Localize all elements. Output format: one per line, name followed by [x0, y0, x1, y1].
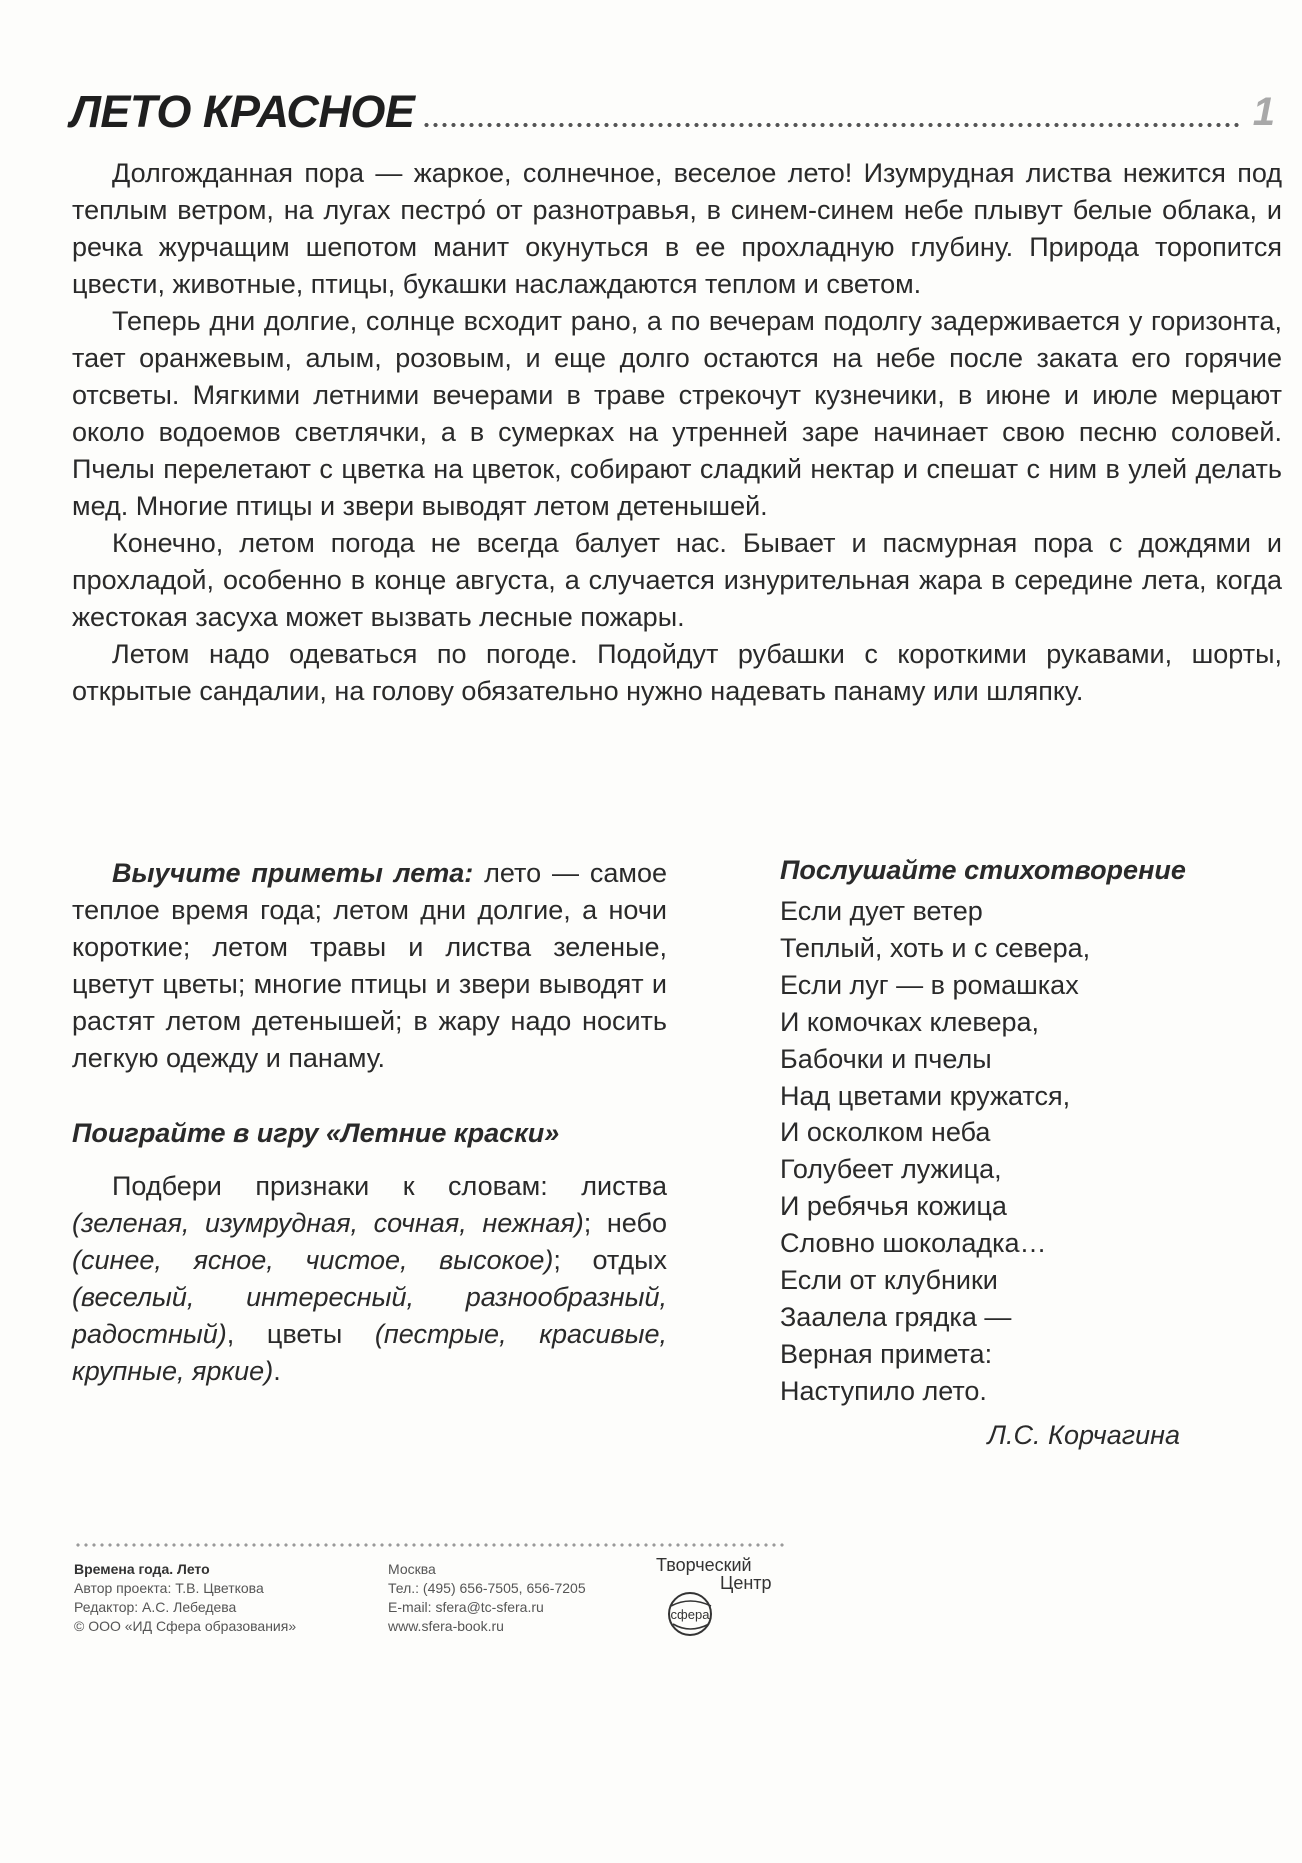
poem-heading: Послушайте стихотворение: [780, 855, 1186, 885]
logo-line1: Творческий: [656, 1555, 752, 1575]
left-column: [72, 855, 667, 1390]
sky-hint: (синее, ясное, чистое, высокое): [72, 1245, 554, 1275]
sphere-logo-icon: [654, 1578, 734, 1638]
summer-signs-text: лето — самое теплое время года; летом дни долгие, а ночи короткие; летом травы и листва зеленые, цветут цветы; многие птицы и звери выводят и растят летом детенышей; в жару надо носить легкую одежду и панаму.: [72, 858, 667, 1073]
intro-paragraph: Конечно, летом погода не всегда балует нас. Бывает и пасмурная пора с дождями и прохладой, особенно в конце августа, а случается изнурительная жара в середине лета, когда жестокая засуха может вызвать лесные пожары.: [72, 528, 1282, 632]
intro-paragraph: Теперь дни долгие, солнце всходит рано, а по вечерам подолгу задерживается у горизонта, тает оранжевым, алым, розовым, и еще долго остаются на небе после заката его горячие отсветы. Мягкими летними вечерами в траве стрекочут кузнечики, в июне и июле мерцают около водоемов светлячки, а в сумерках на утренней заре начинает свою песню соловей. Пчелы перелетают с цветка на цветок, собирают сладкий нектар и спешат с ним в улей делать мед. Многие птицы и звери выводят летом детенышей.: [72, 306, 1282, 521]
rest-hint: (веселый, интересный, разнообразный, радостный): [72, 1282, 667, 1349]
intro-text: [72, 155, 1282, 710]
summer-signs-block: [72, 855, 667, 1077]
summer-signs-lead: Выучите приметы лета:: [112, 858, 474, 888]
footer-series: Времена года. Лето: [74, 1561, 210, 1577]
footer-author: Автор проекта: Т.В. Цветкова: [74, 1580, 264, 1596]
poem-line: Над цветами кружатся,: [780, 1080, 1071, 1111]
logo-line2: Центр: [720, 1573, 772, 1593]
publisher-logo: [654, 1556, 804, 1646]
poem-line: Если луг — в ромашках: [780, 969, 1079, 1000]
footer-email: E-mail: sfera@tc-sfera.ru: [388, 1599, 544, 1615]
poem-author: Л.С. Корчагина: [987, 1419, 1180, 1450]
poem-line: Теплый, хоть и с севера,: [780, 932, 1091, 963]
poem-line: И ребячья кожица: [780, 1191, 1007, 1222]
page-number: 1: [1252, 89, 1275, 134]
page-header: [70, 82, 1275, 142]
task-end: .: [273, 1356, 281, 1386]
rest-word: ; отдых: [553, 1245, 667, 1275]
footer-credits: [74, 1560, 374, 1636]
footer-dotted-rule: [74, 1542, 786, 1548]
game-heading: Поиграйте в игру «Летние краски»: [72, 1118, 560, 1148]
logo-word: сфера: [670, 1607, 710, 1622]
game-intro: Подбери признаки к словам: листва: [112, 1171, 667, 1201]
poem-line: Наступило лето.: [780, 1375, 987, 1406]
footer-website: www.sfera-book.ru: [388, 1618, 504, 1634]
poem-line: Бабочки и пчелы: [780, 1043, 992, 1074]
flowers-hint: (пестрые, красивые, крупные, яркие): [72, 1319, 668, 1386]
footer-editor: Редактор: А.С. Лебедева: [74, 1599, 237, 1615]
poem-line: Заалела грядка —: [780, 1301, 1012, 1332]
poem-line: Верная примета:: [780, 1338, 993, 1369]
poem-line: И комочках клевера,: [780, 1006, 1039, 1037]
poem-column: [780, 851, 1260, 1451]
intro-paragraph: Летом надо одеваться по погоде. Подойдут рубашки с короткими рукавами, шорты, открытые сандалии, на голову обязательно нужно надевать панаму или шляпку.: [72, 639, 1282, 706]
sky-word: ; небо: [583, 1208, 668, 1238]
page-title: ЛЕТО КРАСНОЕ: [70, 86, 415, 137]
footer-phone: Тел.: (495) 656-7505, 656-7205: [388, 1580, 586, 1596]
leaves-hint: (зеленая, изумрудная, сочная, нежная): [72, 1208, 584, 1238]
footer-city: Москва: [388, 1561, 436, 1577]
poem-line: И осколком неба: [780, 1117, 991, 1148]
title-dotted-leader: [422, 120, 1238, 130]
poem-line: Если от клубники: [780, 1265, 998, 1296]
game-task: [72, 1168, 667, 1390]
poem-line: Голубеет лужица,: [780, 1154, 1002, 1185]
footer-copyright: © ООО «ИД Сфера образования»: [74, 1618, 297, 1634]
flowers-word: , цветы: [226, 1319, 375, 1349]
intro-paragraph: Долгожданная пора — жаркое, солнечное, веселое лето! Изумрудная листва нежится под теплым ветром, на лугах пестро́ от разнотравья, в синем-синем небе плывут белые облака, и речка журчащим шепотом манит окунуться в ее прохладную глубину. Природа торопится цвести, животные, птицы, букашки наслаждаются теплом и светом.: [72, 158, 1282, 299]
poem-line: Словно шоколадка…: [780, 1228, 1047, 1259]
footer-contacts: [388, 1560, 648, 1636]
poem-line: Если дует ветер: [780, 896, 983, 926]
